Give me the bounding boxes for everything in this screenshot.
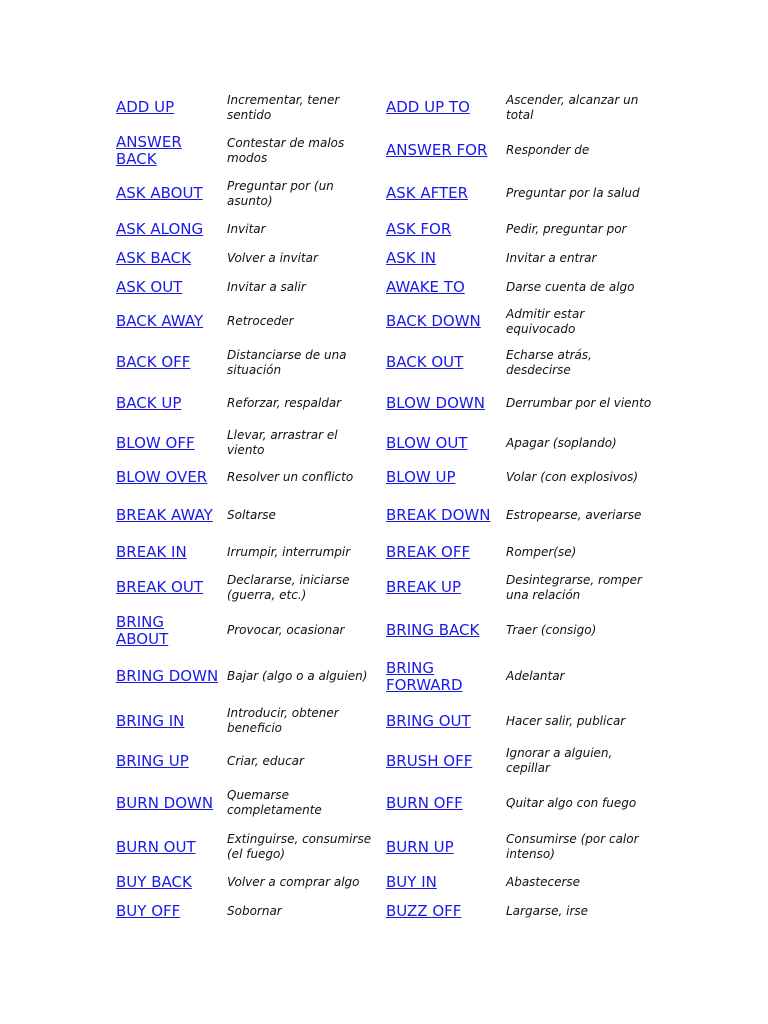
- phrasal-verb-link[interactable]: BLOW OUT: [386, 433, 468, 452]
- phrasal-verb-cell: [382, 492, 502, 538]
- phrasal-verb-cell: [112, 215, 223, 244]
- phrasal-verb-cell: [112, 383, 223, 423]
- phrasal-verb-link[interactable]: BRUSH OFF: [386, 751, 473, 770]
- table-row: [112, 826, 658, 868]
- phrasal-verb-link[interactable]: BREAK OFF: [386, 543, 471, 561]
- definition-text: Derrumbar por el viento: [506, 395, 652, 410]
- phrasal-verb-cell: [382, 463, 502, 492]
- phrasal-verb-link[interactable]: BREAK OUT: [116, 578, 204, 596]
- phrasal-verb-cell: [112, 567, 223, 608]
- phrasal-verb-cell: [112, 129, 223, 172]
- definition-text: Declararse, iniciarse (guerra, etc.): [227, 572, 350, 602]
- phrasal-verb-link[interactable]: ASK ALONG: [116, 220, 204, 238]
- definition-text: Invitar: [227, 222, 266, 236]
- phrasal-verb-cell: [112, 608, 223, 653]
- phrasal-verb-link[interactable]: BURN DOWN: [116, 793, 214, 812]
- definition-text: Volar (con explosivos): [506, 470, 639, 484]
- phrasal-verb-cell: [382, 273, 502, 301]
- table-row: [112, 301, 658, 342]
- phrasal-verb-cell: [382, 700, 502, 742]
- definition-text: Darse cuenta de algo: [506, 279, 635, 294]
- definition-text: Admitir estar equivocado: [506, 306, 585, 336]
- definition-text: Irrumpir, interrumpir: [227, 545, 351, 559]
- phrasal-verb-cell: [112, 492, 223, 538]
- phrasal-verb-link[interactable]: BACK OUT: [386, 353, 464, 371]
- phrasal-verb-cell: [112, 826, 223, 868]
- phrasal-verb-link[interactable]: BREAK AWAY: [116, 505, 213, 524]
- table-row: [112, 538, 658, 567]
- phrasal-verb-link[interactable]: BUZZ OFF: [386, 902, 462, 920]
- phrasal-verb-link[interactable]: ASK ABOUT: [116, 184, 203, 202]
- phrasal-verb-cell: [112, 86, 223, 129]
- definition-text: Provocar, ocasionar: [227, 623, 345, 637]
- phrasal-verb-cell: [382, 342, 502, 383]
- table-row: [112, 897, 658, 926]
- phrasal-verb-link[interactable]: BLOW OFF: [116, 433, 195, 452]
- definition-text: Ignorar a alguien, cepillar: [506, 746, 613, 775]
- phrasal-verb-link[interactable]: BREAK IN: [116, 543, 187, 561]
- definition-text: Hacer salir, publicar: [506, 713, 626, 728]
- definition-text: Reforzar, respaldar: [227, 395, 342, 410]
- definition-text: Soltarse: [227, 507, 276, 522]
- phrasal-verb-link[interactable]: BACK OFF: [116, 353, 191, 371]
- definition-text: Invitar a salir: [227, 279, 306, 294]
- phrasal-verb-cell: [112, 423, 223, 463]
- definition-text: Criar, educar: [227, 753, 304, 768]
- phrasal-verb-cell: [112, 273, 223, 301]
- definition-text: Volver a comprar algo: [227, 875, 360, 889]
- phrasal-verb-link[interactable]: BRING IN: [116, 711, 185, 730]
- table-row: [112, 86, 658, 129]
- phrasal-verb-link[interactable]: BACK UP: [116, 393, 182, 412]
- phrasal-verb-link[interactable]: ANSWER FOR: [386, 141, 488, 159]
- phrasal-verb-cell: [382, 742, 502, 780]
- phrasal-verb-link[interactable]: BREAK UP: [386, 578, 462, 596]
- phrasal-verb-link[interactable]: BACK DOWN: [386, 312, 481, 330]
- phrasal-verb-cell: [382, 868, 502, 897]
- definition-text: Abastecerse: [506, 875, 581, 889]
- phrasal-verb-link[interactable]: BLOW UP: [386, 468, 456, 486]
- phrasal-verb-link[interactable]: BRING DOWN: [116, 667, 219, 685]
- table-row: [112, 463, 658, 492]
- table-row: [112, 273, 658, 301]
- definition-text: Introducir, obtener beneficio: [227, 706, 339, 735]
- phrasal-verb-cell: [112, 244, 223, 273]
- table-row: [112, 342, 658, 383]
- definition-text: Consumirse (por calor intenso): [506, 832, 639, 861]
- phrasal-verb-cell: [382, 780, 502, 826]
- table-row: [112, 653, 658, 700]
- definition-text: Retroceder: [227, 314, 294, 328]
- definition-text: Largarse, irse: [506, 904, 589, 918]
- phrasal-verb-link[interactable]: BURN UP: [386, 837, 454, 856]
- definition-text: Preguntar por (un asunto): [227, 178, 334, 208]
- phrasal-verb-cell: [382, 215, 502, 244]
- phrasal-verb-link[interactable]: BUY OFF: [116, 902, 181, 920]
- phrasal-verb-link[interactable]: BACK AWAY: [116, 312, 204, 330]
- phrasal-verb-link[interactable]: BLOW OVER: [116, 468, 208, 486]
- definition-text: Bajar (algo o a alguien): [227, 669, 368, 683]
- definition-text: Extinguirse, consumirse (el fuego): [227, 832, 372, 861]
- phrasal-verb-link[interactable]: BRING ABOUT: [116, 612, 169, 648]
- table-row: [112, 700, 658, 742]
- phrasal-verbs-table: [112, 86, 658, 926]
- phrasal-verb-link[interactable]: ASK AFTER: [386, 184, 469, 202]
- table-row: [112, 244, 658, 273]
- phrasal-verb-link[interactable]: BRING FORWARD: [386, 658, 463, 694]
- phrasal-verb-cell: [382, 301, 502, 342]
- phrasal-verb-cell: [382, 608, 502, 653]
- phrasal-verb-cell: [112, 653, 223, 700]
- definition-text: Traer (consigo): [506, 623, 597, 637]
- phrasal-verb-link[interactable]: AWAKE TO: [386, 277, 465, 296]
- phrasal-verb-link[interactable]: BLOW DOWN: [386, 393, 485, 412]
- definition-text: Pedir, preguntar por: [506, 222, 627, 236]
- phrasal-verb-link[interactable]: BRING BACK: [386, 621, 480, 639]
- phrasal-verb-link[interactable]: ASK IN: [386, 249, 437, 267]
- definition-text: Desintegrarse, romper una relación: [506, 572, 642, 602]
- phrasal-verb-link[interactable]: ASK OUT: [116, 277, 183, 296]
- phrasal-verb-link[interactable]: ASK FOR: [386, 220, 452, 238]
- table-row: [112, 868, 658, 897]
- phrasal-verb-cell: [112, 172, 223, 215]
- phrasal-verb-cell: [382, 129, 502, 172]
- phrasal-verb-cell: [382, 172, 502, 215]
- phrasal-verb-cell: [112, 897, 223, 926]
- definition-text: Contestar de malos modos: [227, 135, 345, 165]
- phrasal-verb-link[interactable]: ASK BACK: [116, 249, 191, 267]
- table-row: [112, 608, 658, 653]
- phrasal-verb-cell: [382, 567, 502, 608]
- phrasal-verb-link[interactable]: ADD UP: [116, 98, 175, 116]
- phrasal-verb-cell: [112, 301, 223, 342]
- definition-text: Volver a invitar: [227, 251, 318, 265]
- phrasal-verb-cell: [382, 897, 502, 926]
- phrasal-verb-link[interactable]: ANSWER BACK: [116, 132, 182, 168]
- table-row: [112, 383, 658, 423]
- definition-text: Responder de: [506, 143, 590, 157]
- table-row: [112, 172, 658, 215]
- phrasal-verb-cell: [112, 538, 223, 567]
- phrasal-verb-cell: [382, 653, 502, 700]
- definition-text: Apagar (soplando): [506, 435, 617, 450]
- definition-text: Distanciarse de una situación: [227, 347, 347, 377]
- definition-text: Invitar a entrar: [506, 251, 597, 265]
- phrasal-verb-cell: [382, 244, 502, 273]
- phrasal-verb-cell: [112, 700, 223, 742]
- phrasal-verb-link[interactable]: BUY BACK: [116, 873, 192, 891]
- table-row: [112, 423, 658, 463]
- definition-text: Echarse atrás, desdecirse: [506, 347, 592, 377]
- phrasal-verb-cell: [112, 742, 223, 780]
- phrasal-verb-cell: [382, 826, 502, 868]
- table-row: [112, 215, 658, 244]
- phrasal-verb-cell: [382, 538, 502, 567]
- definition-text: Romper(se): [506, 545, 577, 559]
- phrasal-verb-link[interactable]: ADD UP TO: [386, 98, 470, 116]
- definition-text: Estropearse, averiarse: [506, 507, 642, 522]
- definition-text: Incrementar, tener sentido: [227, 92, 340, 122]
- definition-text: Sobornar: [227, 904, 282, 918]
- definition-text: Ascender, alcanzar un total: [506, 92, 639, 122]
- phrasal-verb-cell: [112, 868, 223, 897]
- phrasal-verb-link[interactable]: BURN OUT: [116, 837, 196, 856]
- phrasal-verb-cell: [382, 423, 502, 463]
- table-row: [112, 742, 658, 780]
- table-row: [112, 492, 658, 538]
- definition-text: Quitar algo con fuego: [506, 795, 637, 810]
- definition-text: Adelantar: [506, 669, 565, 683]
- phrasal-verb-link[interactable]: BRING UP: [116, 751, 189, 770]
- phrasal-verbs-table-body: [112, 86, 658, 926]
- phrasal-verb-cell: [382, 383, 502, 423]
- phrasal-verb-cell: [382, 86, 502, 129]
- phrasal-verb-cell: [112, 342, 223, 383]
- phrasal-verb-link[interactable]: BUY IN: [386, 873, 437, 891]
- table-row: [112, 780, 658, 826]
- definition-text: Preguntar por la salud: [506, 186, 640, 200]
- definition-text: Quemarse completamente: [227, 788, 322, 817]
- phrasal-verb-link[interactable]: BRING OUT: [386, 711, 471, 730]
- definition-text: Llevar, arrastrar el viento: [227, 428, 338, 457]
- definition-text: Resolver un conflicto: [227, 470, 354, 484]
- phrasal-verb-link[interactable]: BREAK DOWN: [386, 505, 491, 524]
- phrasal-verb-cell: [112, 463, 223, 492]
- table-row: [112, 129, 658, 172]
- table-row: [112, 567, 658, 608]
- phrasal-verb-link[interactable]: BURN OFF: [386, 793, 463, 812]
- phrasal-verb-cell: [112, 780, 223, 826]
